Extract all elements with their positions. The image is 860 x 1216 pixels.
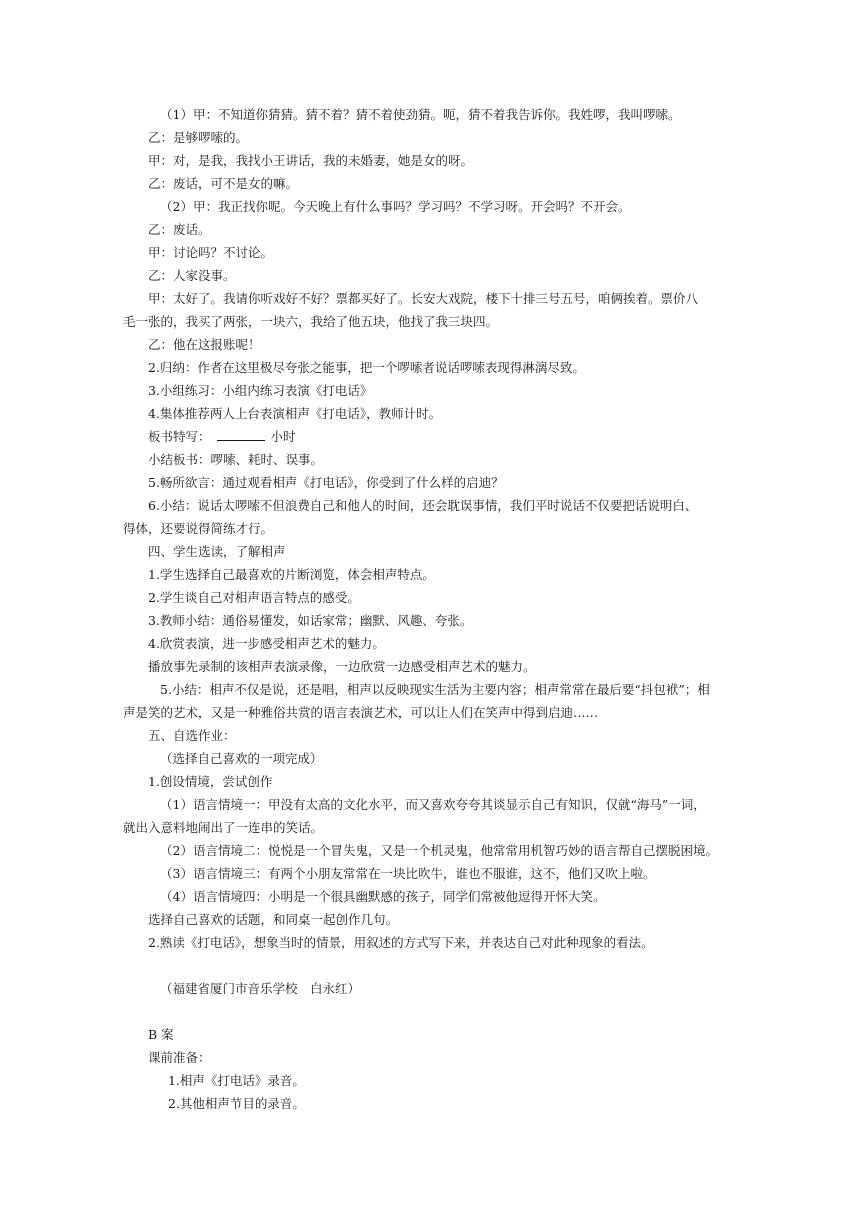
text-line: 5.小结：相声不仅是说，还是唱，相声以反映现实生活为主要内容；相声常常在最后要“抖包袱”；相 — [160, 682, 710, 697]
blackboard-unit: 小时 — [270, 429, 296, 444]
text-line: （3）语言情境三：有两个小朋友常常在一块比吹牛，谁也不服谁，这不，他们又吹上啦。 — [160, 866, 656, 881]
section-heading: 五、自选作业： — [148, 728, 236, 743]
text-line: 选择自己喜欢的话题，和同桌一起创作几句。 — [148, 912, 399, 927]
blackboard-label: 板书特写： — [148, 429, 211, 444]
fill-blank — [217, 429, 265, 441]
text-line: 甲：对，是我，我找小王讲话，我的未婚妻，她是女的呀。 — [148, 153, 474, 168]
text-line: 甲：讨论吗？不讨论。 — [148, 245, 274, 260]
text-line: 乙：是够啰嗦的。 — [148, 130, 249, 145]
text-line: （2）甲：我正找你呢。今天晚上有什么事吗？学习吗？不学习呀。开会吗？不开会。 — [160, 199, 631, 214]
text-line: 声是笑的艺术，又是一种雅俗共赏的语言表演艺术，可以让人们在笑声中得到启迪…… — [123, 705, 599, 720]
section-heading: B 案 — [148, 1027, 174, 1042]
text-line: 毛一张的，我买了两张，一块六，我给了他五块，他找了我三块四。 — [123, 314, 499, 329]
text-line: （1）语言情境一：甲没有太高的文化水平，而又喜欢夸夸其谈显示自己有知识，仅就“海马”一词， — [160, 797, 706, 812]
text-line: 就出入意料地闹出了一连串的笑话。 — [123, 820, 324, 835]
text-line: 乙：废话。 — [148, 222, 211, 237]
text-line: 2.熟读《打电话》，想象当时的情景，用叙述的方式写下来，并表达自己对此种现象的看法。 — [148, 935, 654, 950]
text-line: 6.小结：说话太啰嗦不但浪费自己和他人的时间，还会耽误事情，我们平时说话不仅要把话说明白、 — [148, 498, 698, 513]
text-line: 2.归纳：作者在这里极尽夸张之能事，把一个啰嗦者说话啰嗦表现得淋漓尽致。 — [148, 360, 585, 375]
text-line: （1）甲：不知道你猜猜。猜不着？猜不着使劲猜。呃，猜不着我告诉你。我姓啰，我叫啰嗦。 — [160, 107, 681, 122]
text-line: （4）语言情境四：小明是一个很具幽默感的孩子，同学们常被他逗得开怀大笑。 — [160, 889, 606, 904]
author-credit: （福建省厦门市音乐学校 白永红） — [160, 981, 361, 996]
text-line: 1.相声《打电话》录音。 — [168, 1073, 305, 1088]
text-line: （选择自己喜欢的一项完成） — [160, 751, 323, 766]
text-line: 乙：废话，可不是女的嘛。 — [148, 176, 299, 191]
text-line: 4.欣赏表演，进一步感受相声艺术的魅力。 — [148, 636, 385, 651]
text-line: 5.畅所欲言：通过观看相声《打电话》，你受到了什么样的启迪？ — [148, 475, 504, 490]
text-line: 课前准备： — [148, 1050, 211, 1065]
section-heading: 四、学生选读，了解相声 — [148, 544, 286, 559]
text-line: 1.学生选择自己最喜欢的片断浏览，体会相声特点。 — [148, 567, 435, 582]
text-line: 乙：人家没事。 — [148, 268, 236, 283]
text-line: 得体，还要说得简练才行。 — [123, 521, 274, 536]
text-line: 3.教师小结：通俗易懂发，如话家常；幽默、风趣、夸张。 — [148, 613, 473, 628]
text-line: 4.集体推荐两人上台表演相声《打电话》，教师计时。 — [148, 406, 442, 421]
text-line: 2.学生谈自己对相声语言特点的感受。 — [148, 590, 360, 605]
text-line: 3.小组练习：小组内练习表演《打电话》 — [148, 383, 373, 398]
text-line: 乙：他在这报账呢！ — [148, 337, 261, 352]
text-line: （2）语言情境二：悦悦是一个冒失鬼，又是一个机灵鬼，他常常用机智巧妙的语言帮自己摆脱困境。 — [160, 843, 718, 858]
text-line: 小结板书：啰嗦、耗时、误事。 — [148, 452, 324, 467]
text-line: 播放事先录制的该相声表演录像，一边欣赏一边感受相声艺术的魅力。 — [148, 659, 536, 674]
text-line: 甲：太好了。我请你听戏好不好？票都买好了。长安大戏院，楼下十排三号五号，咱俩挨着。票价八 — [148, 291, 699, 306]
blackboard-line — [148, 429, 296, 445]
text-line: 1.创设情境，尝试创作 — [148, 774, 273, 789]
text-line: 2.其他相声节目的录音。 — [168, 1096, 305, 1111]
